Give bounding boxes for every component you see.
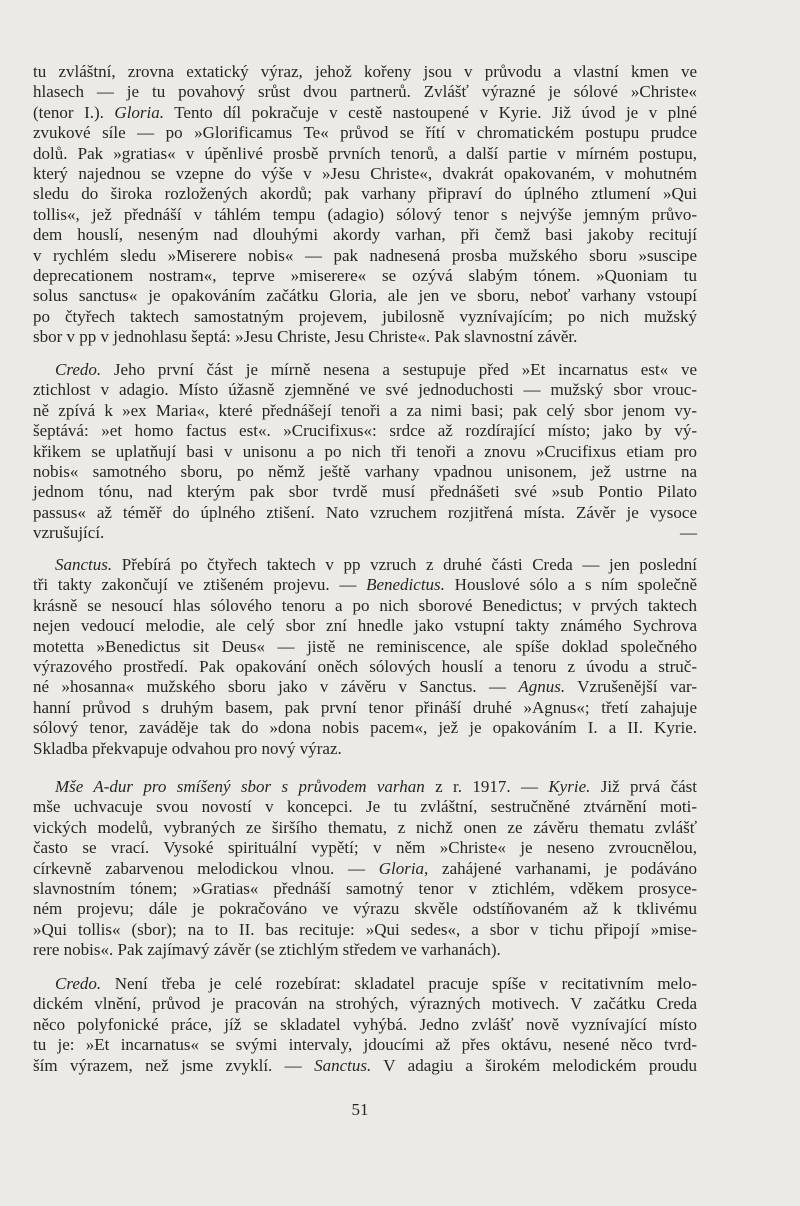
text-line — [33, 380, 697, 400]
text-line — [33, 246, 697, 266]
text-line — [33, 462, 697, 482]
text-segment: Skladba překvapuje odvahou pro nový výraz. — [33, 738, 342, 758]
text-line — [33, 879, 697, 899]
text-segment: církevně zabarvenou melodickou vlnou. — — [33, 858, 379, 878]
italic-title: Sanctus. — [314, 1055, 372, 1075]
text-line — [33, 994, 697, 1014]
text-segment: tollis«, jež přednáší v táhlém tempu (adagio) sólový tenor s nejvýše jemným průvo- — [33, 204, 697, 224]
text-segment: né »hosanna« mužského sboru jako v závěru v Sanctus. — — [33, 677, 519, 697]
text-segment: dem houslí, neseným nad dlouhými akordy varhan, při čemž basi jakoby recitují — [33, 225, 697, 245]
text-line — [33, 1035, 697, 1055]
text-segment: nejen vedoucí melodie, ale celý sbor zní hnedle jako vstupní takty známého Sychrova — [33, 616, 697, 636]
text-line — [33, 103, 697, 123]
text-segment: Již prvá část — [590, 777, 697, 796]
text-segment: často se vrací. Vysoké spirituální vypětí; v něm »Christe« je neseno zvroucnělou, — [33, 838, 697, 858]
text-line — [33, 859, 697, 879]
text-line — [33, 1056, 697, 1076]
text-segment: tu zvláštní, zrovna extatický výraz, jehož kořeny jsou v průvodu a vlastní kmen ve — [33, 62, 697, 81]
text-line — [33, 818, 697, 838]
text-line — [33, 144, 697, 164]
text-segment: krásně se nesoucí hlas sólového tenoru a po nich sborové Benedictus; v prvých taktech — [33, 595, 697, 615]
italic-title: Gloria. — [114, 102, 165, 122]
text-line — [33, 920, 697, 940]
italic-title: Agnus. — [518, 677, 566, 697]
text-line — [33, 327, 697, 347]
text-line — [33, 482, 697, 502]
italic-title: Mše A-dur pro smíšený sbor s průvodem varhan — [55, 777, 425, 796]
text-line — [33, 940, 697, 960]
text-line — [33, 266, 697, 286]
text-segment: Přebírá po čtyřech taktech v pp vzruch z druhé části Creda — jen poslední — [112, 555, 697, 574]
text-segment: křikem se uplatňují basi v unisonu a po nich tři tenoři a znovu »Crucifixus etiam pro — [33, 441, 697, 461]
text-line — [33, 797, 697, 817]
page-number: 51 — [351, 1100, 369, 1119]
text-line — [33, 555, 697, 575]
paragraph — [33, 555, 697, 759]
text-segment: dolů. Pak »gratias« v úpěnlivé prosbě prvních tenorů, a další partie v mírném postupu, — [33, 143, 697, 163]
text-segment: Jeho první část je mírně nesena a sestupuje před »Et incarnatus est« ve — [101, 360, 697, 379]
text-segment: zahájené varhanami, je podáváno — [428, 858, 697, 878]
italic-title: Benedictus. — [366, 575, 445, 595]
text-line — [33, 616, 697, 636]
text-segment: ším výrazem, než jsme zvyklí. — — [33, 1055, 315, 1075]
text-line — [33, 838, 697, 858]
text-segment: hanní průvod s druhým basem, pak první tenor přináší druhé »Agnus«; třetí zahajuje — [33, 697, 697, 717]
text-segment: sledu do široka rozložených akordů; pak varhany připraví do úplného ztlumení »Qui — [33, 184, 697, 204]
text-segment: solus sanctus« je opakováním začátku Gloria, ale jen ve sboru, neboť varhany vstoupí — [33, 286, 697, 306]
text-line — [33, 164, 697, 184]
text-line — [33, 360, 697, 380]
italic-title: Kyrie. — [548, 777, 591, 796]
text-segment: sólový tenor, zaváděje tak do »dona nobis pacem«, jež je opakováním I. a II. Kyrie. — [33, 718, 697, 738]
italic-title: Gloria, — [378, 858, 429, 878]
text-segment: tu je: »Et incarnatus« se svými intervaly, jdoucími až přes oktávu, nesené něco tvrd- — [33, 1035, 697, 1055]
text-segment: po čtyřech taktech samostatným projevem, jubilosně vyznívajícím; po nich mužský — [33, 306, 697, 326]
text-segment: v rychlém sledu »Miserere nobis« — pak nadnesená prosba mužského sboru »suscipe — [33, 245, 697, 265]
text-segment: passus« až téměř do úplného ztišení. Nato vzruchem rozjitřená místa. Závěr je vysoce — [33, 502, 697, 522]
text-segment: motetta »Benedictus sit Deus« — jistě ne reminiscence, ale spíše doklad společného — [33, 636, 697, 656]
text-segment: ztichlost v adagio. Místo úžasně zjemněné ve své jednoduchosti — mužský sbor vrouc- — [33, 380, 697, 400]
text-segment: Není třeba je celé rozebírat: skladatel pracuje spíše v recitativním melo- — [101, 974, 697, 993]
text-segment: jednom tónu, nad kterým pak sbor tvrdě musí přednášeti své »sub Pontio Pilato — [33, 482, 697, 502]
paragraph — [33, 974, 697, 1076]
text-line — [33, 503, 697, 523]
text-segment: z r. 1917. — — [424, 777, 549, 796]
text-line — [33, 523, 697, 543]
italic-title: Sanctus. — [55, 555, 113, 574]
text-line — [33, 225, 697, 245]
text-line — [33, 82, 697, 102]
text-line — [33, 123, 697, 143]
text-line — [33, 205, 697, 225]
text-segment: hlasech — je tu povahový srůst dvou partnerů. Zvlášť výrazné je sólové »Christe« — [33, 82, 697, 102]
text-line — [33, 637, 697, 657]
text-segment: dickém vlnění, průvod je pracován na strohých, výrazných motivech. V začátku Creda — [33, 994, 697, 1014]
paragraph — [33, 62, 697, 347]
text-line — [33, 62, 697, 82]
text-segment: ném projevu; dále je pokračováno ve výrazu skvěle odstíňovaném až k tklivému — [33, 899, 697, 919]
text-segment: nobis« samotného sboru, po němž ještě varhany vpadnou unisonem, jež ustrne na — [33, 461, 697, 481]
text-line — [33, 739, 697, 759]
italic-title: Credo. — [55, 974, 102, 993]
text-segment: zvukové síle — po »Glorificamus Te« průvod se řítí v chromatickém postupu prudce — [33, 123, 697, 143]
paragraph — [33, 360, 697, 544]
text-segment: výrazového prostředí. Pak opakování oněch sólových houslí a tenoru z úvodu a struč- — [33, 656, 697, 676]
text-segment: Vzrušenější var- — [565, 677, 697, 697]
text-line — [33, 307, 697, 327]
text-segment: Tento díl pokračuje v cestě nastoupené v Kyrie. Již úvod je v plné — [164, 102, 697, 122]
text-line — [33, 657, 697, 677]
text-segment: ně zpívá k »ex Maria«, které přednášejí tenoři a za nimi basi; pak celý sbor jenom vy- — [33, 400, 697, 420]
text-segment: V adagiu a širokém melodickém proudu — [371, 1055, 697, 1075]
text-segment: deprecationem nostram«, teprve »miserere« se ozývá slabým tónem. »Quoniam tu — [33, 265, 697, 285]
text-segment: vických modelů, vybraných ze širšího thematu, z nichž onen ze závěru thematu zvlášť — [33, 817, 697, 837]
text-line — [33, 421, 697, 441]
text-line — [33, 596, 697, 616]
text-segment: rere nobis«. Pak zajímavý závěr (se ztichlým středem ve varhanách). — [33, 940, 501, 960]
text-line — [33, 777, 697, 797]
text-segment: Houslové sólo a s ním společně — [444, 575, 697, 595]
text-line — [33, 442, 697, 462]
text-line — [33, 401, 697, 421]
text-line — [33, 184, 697, 204]
paragraph — [33, 777, 697, 961]
text-line — [33, 286, 697, 306]
italic-title: Credo. — [55, 360, 102, 379]
text-line — [33, 718, 697, 738]
text-line — [33, 1015, 697, 1035]
text-line — [33, 974, 697, 994]
text-line — [33, 698, 697, 718]
text-segment: (tenor I.). — [33, 102, 115, 122]
text-segment: vzrušující. — — [33, 523, 697, 543]
text-line — [33, 575, 697, 595]
text-line — [33, 677, 697, 697]
text-segment: něco polyfonické práce, jíž se skladatel vyhýbá. Jedno zvlášť nově vyznívající místo — [33, 1014, 697, 1034]
text-segment: slavnostním tónem; »Gratias« přednáší samotný tenor v ztichlém, vděkem prosyce- — [33, 878, 697, 898]
text-segment: »Qui tollis« (sbor); na to II. bas recituje: »Qui sedes«, a sbor v tichu připojí »mise- — [33, 919, 697, 939]
text-segment: sbor v pp v jednohlasu šeptá: »Jesu Christe, Jesu Christe«. Pak slavnostní závěr. — [33, 327, 578, 347]
text-line — [33, 899, 697, 919]
text-segment: mše uchvacuje svou novostí v koncepci. Je tu zvláštní, sestručněné ztvárnění moti- — [33, 797, 697, 817]
text-segment: šeptává: »et homo factus est«. »Crucifixus«: srdce až rozdírající místo; jako by vý- — [33, 421, 697, 441]
text-segment: který najednou se vzepne do výše v »Jesu Christe«, dvakrát opakovaném, v mohutném — [33, 163, 697, 183]
text-segment: tři takty zakončují ve ztišeném projevu. — — [33, 575, 367, 595]
